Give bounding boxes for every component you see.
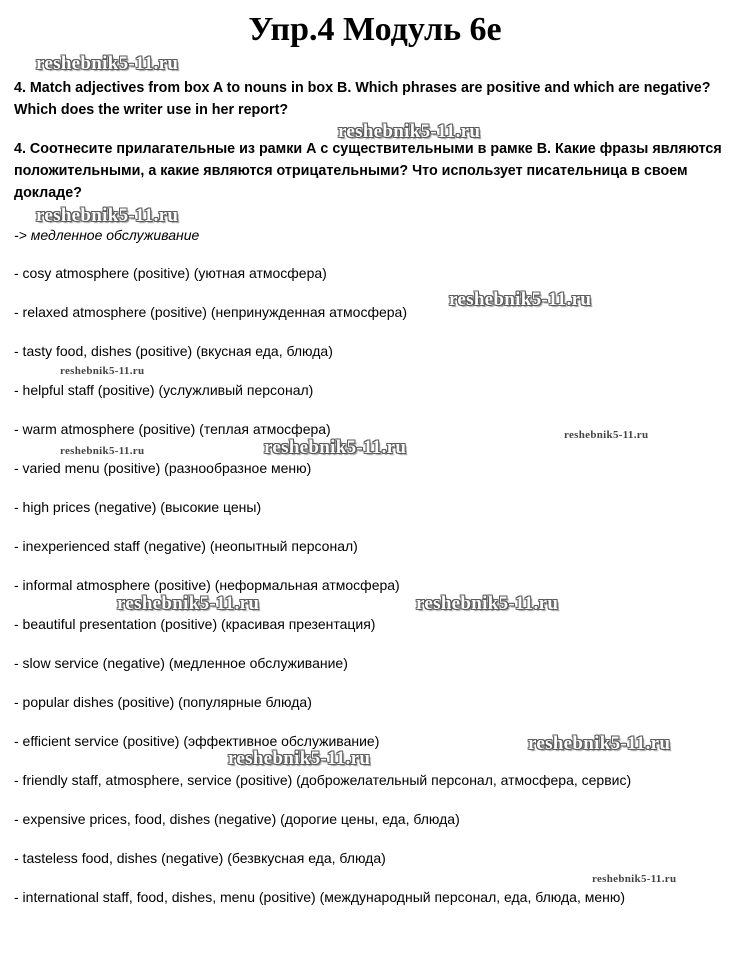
answer-item: - varied menu (positive) (разнообразное меню) bbox=[14, 460, 312, 476]
watermark: reshebnik5-11.ru bbox=[564, 429, 649, 441]
answer-item: - high prices (negative) (высокие цены) bbox=[14, 499, 262, 515]
watermark: reshebnik5-11.ru bbox=[528, 733, 671, 754]
answer-item: - tasty food, dishes (positive) (вкусная еда, блюда) bbox=[14, 343, 333, 359]
watermark: reshebnik5-11.ru bbox=[36, 53, 179, 74]
answer-item: - expensive prices, food, dishes (negative) (дорогие цены, еда, блюда) bbox=[14, 811, 460, 827]
answer-item: - international staff, food, dishes, menu (positive) (международный персонал, еда, блюда, меню) bbox=[14, 889, 626, 905]
watermark: reshebnik5-11.ru bbox=[117, 593, 260, 614]
answer-intro: -> медленное обслуживание bbox=[14, 227, 200, 243]
watermark: reshebnik5-11.ru bbox=[416, 593, 559, 614]
watermark: reshebnik5-11.ru bbox=[264, 437, 407, 458]
answer-item: - informal atmosphere (positive) (неформальная атмосфера) bbox=[14, 577, 400, 593]
watermark: reshebnik5-11.ru bbox=[228, 748, 371, 769]
watermark: reshebnik5-11.ru bbox=[592, 873, 677, 885]
task-text-russian: 4. Соотнесите прилагательные из рамки А с существительными в рамке В. Какие фразы являются положительными, а какие являются отрицательными? Что использует писательница в своем докладе? bbox=[14, 141, 722, 201]
answer-item: - tasteless food, dishes (negative) (безвкусная еда, блюда) bbox=[14, 850, 386, 866]
answer-item: - beautiful presentation (positive) (красивая презентация) bbox=[14, 616, 376, 632]
watermark: reshebnik5-11.ru bbox=[60, 445, 145, 457]
watermark: reshebnik5-11.ru bbox=[36, 205, 179, 226]
answer-item: - slow service (negative) (медленное обслуживание) bbox=[14, 655, 348, 671]
watermark: reshebnik5-11.ru bbox=[338, 121, 481, 142]
answer-item: - relaxed atmosphere (positive) (непринужденная атмосфера) bbox=[14, 304, 407, 320]
answer-item: - helpful staff (positive) (услужливый персонал) bbox=[14, 382, 314, 398]
watermark: reshebnik5-11.ru bbox=[449, 289, 592, 310]
answer-item: - popular dishes (positive) (популярные блюда) bbox=[14, 694, 312, 710]
answer-item: - inexperienced staff (negative) (неопытный персонал) bbox=[14, 538, 358, 554]
answer-item: - cosy atmosphere (positive) (уютная атмосфера) bbox=[14, 265, 327, 281]
answer-item: - warm atmosphere (positive) (теплая атмосфера) bbox=[14, 421, 331, 437]
page-title: Упр.4 Модуль 6е bbox=[248, 11, 502, 48]
task-text-english: 4. Match adjectives from box A to nouns in box B. Which phrases are positive and which are negative? Which does the writer use in her report? bbox=[14, 80, 711, 118]
watermark: reshebnik5-11.ru bbox=[60, 365, 145, 377]
answer-item: - friendly staff, atmosphere, service (positive) (доброжелательный персонал, атмосфера, сервис) bbox=[14, 772, 632, 788]
answer-item: - efficient service (positive) (эффективное обслуживание) bbox=[14, 733, 380, 749]
